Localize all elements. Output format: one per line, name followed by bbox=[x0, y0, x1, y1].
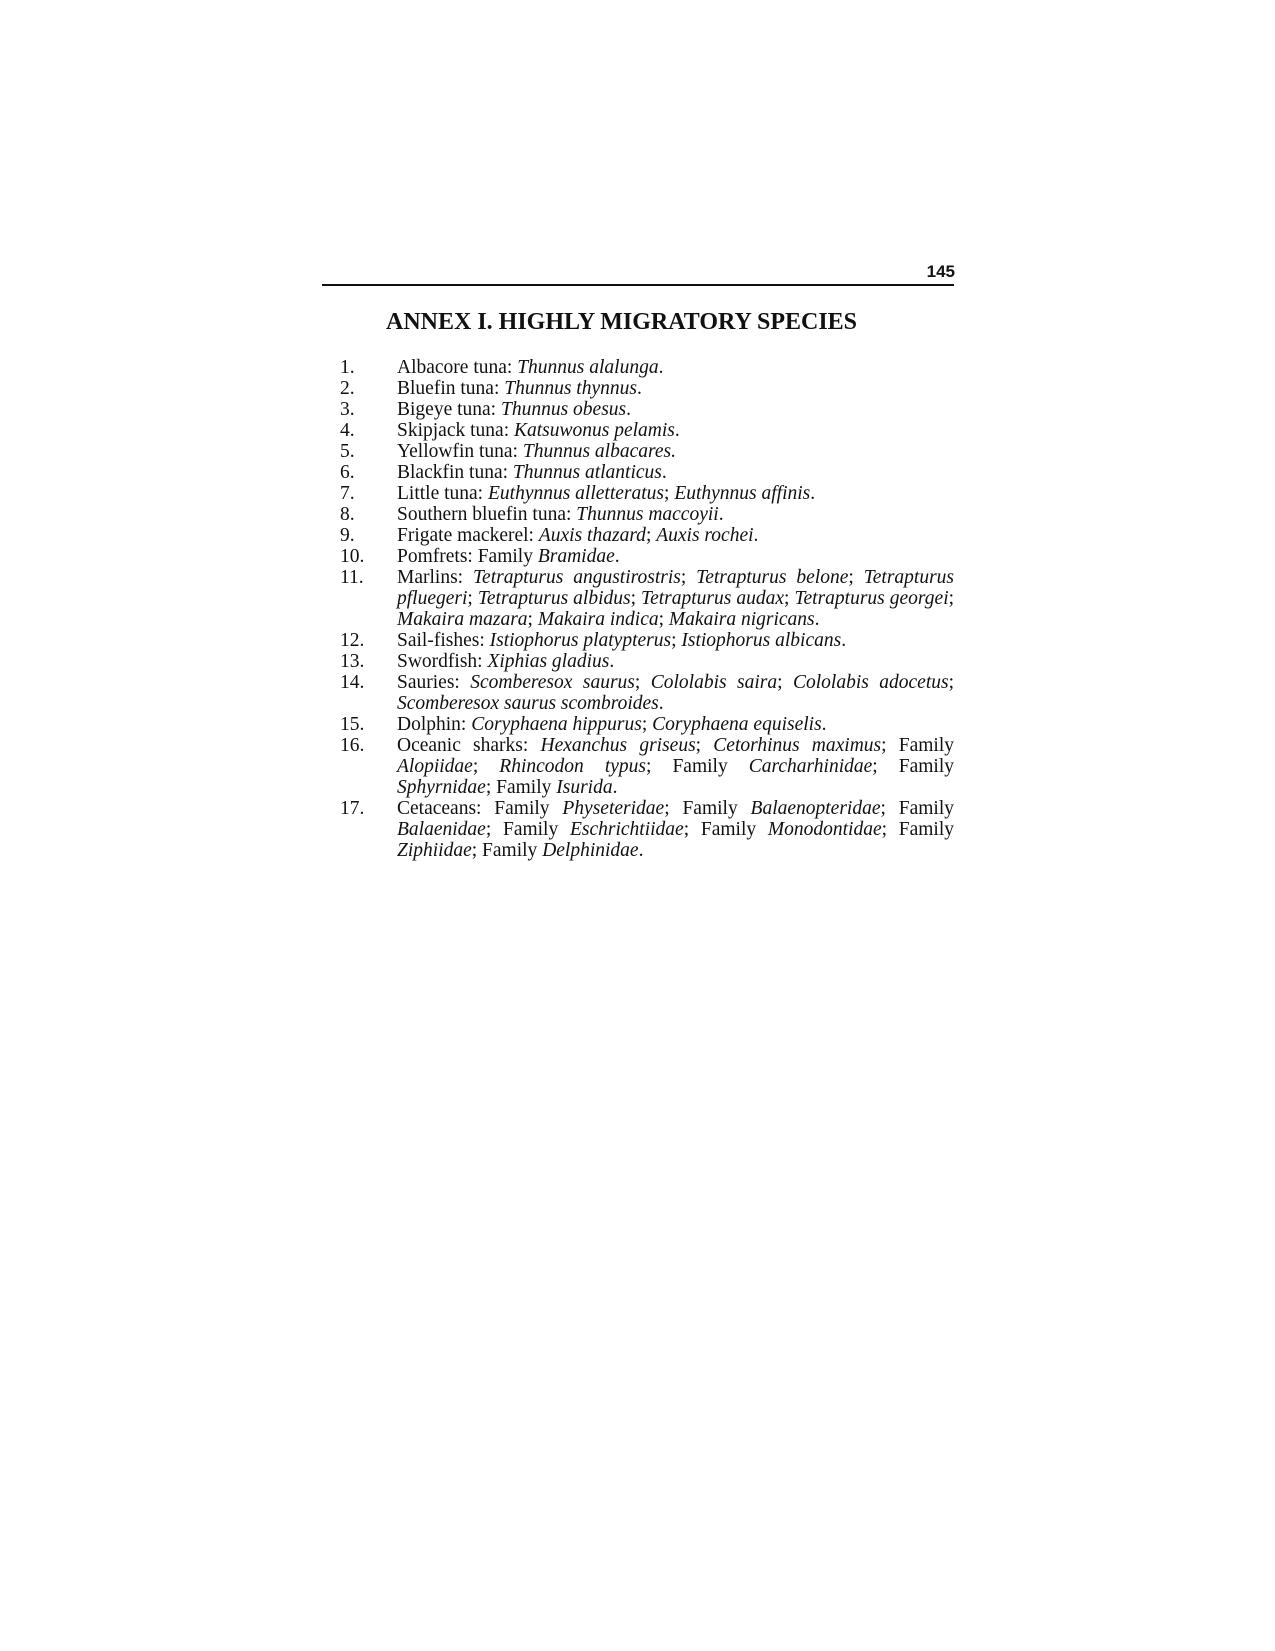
scientific-name: Balaenopteridae bbox=[750, 798, 881, 819]
item-text: Southern bluefin tuna: bbox=[397, 504, 577, 525]
scientific-name: Coryphaena hippurus bbox=[471, 714, 642, 735]
item-text: Little tuna: bbox=[397, 483, 488, 504]
scientific-name: Istiophorus albicans bbox=[681, 630, 842, 651]
scientific-name: Eschrichtiidae bbox=[569, 819, 684, 840]
scientific-name: Makaira indica bbox=[537, 609, 659, 630]
item-text: ; Family bbox=[872, 756, 954, 777]
species-item bbox=[340, 735, 954, 798]
item-text: Sauries: bbox=[397, 672, 471, 693]
scientific-name: Tetrapturus albidus bbox=[477, 588, 631, 609]
scientific-name: Scomberesox saurus bbox=[470, 672, 635, 693]
item-text: . bbox=[674, 420, 680, 441]
scientific-name: Coryphaena equiselis bbox=[652, 714, 822, 735]
item-text: . bbox=[718, 504, 724, 525]
item-text: ; bbox=[948, 672, 955, 693]
item-text: ; bbox=[467, 588, 478, 609]
item-text: . bbox=[658, 693, 664, 714]
scientific-name: Bramidae bbox=[537, 546, 615, 567]
item-text: ; Family bbox=[880, 798, 955, 819]
item-text: . bbox=[638, 840, 644, 861]
species-item bbox=[340, 672, 954, 714]
item-text: Skipjack tuna: bbox=[397, 420, 514, 441]
item-text: ; Family bbox=[881, 735, 954, 756]
item-text: Frigate mackerel: bbox=[397, 525, 539, 546]
scientific-name: Thunnus atlanticus bbox=[512, 462, 662, 483]
item-number: 14. bbox=[340, 672, 365, 693]
item-number: 11. bbox=[340, 567, 364, 588]
species-item bbox=[340, 504, 954, 525]
species-item bbox=[340, 651, 954, 672]
item-text: ; Family bbox=[471, 840, 543, 861]
item-number: 5. bbox=[340, 441, 355, 462]
scientific-name: Cololabis adocetus bbox=[792, 672, 949, 693]
species-item bbox=[340, 567, 954, 630]
scientific-name: Rhincodon typus bbox=[499, 756, 646, 777]
scientific-name: Carcharhinidae bbox=[748, 756, 873, 777]
item-text: . bbox=[626, 399, 632, 420]
item-text: ; Family bbox=[485, 777, 557, 798]
item-text: ; bbox=[680, 567, 697, 588]
scientific-name: Euthynnus alletteratus bbox=[487, 483, 665, 504]
item-number: 16. bbox=[340, 735, 365, 756]
item-text: . bbox=[841, 630, 847, 651]
item-text: ; bbox=[645, 525, 657, 546]
scientific-name: Thunnus maccoyii bbox=[576, 504, 719, 525]
item-text: ; bbox=[784, 588, 795, 609]
species-item bbox=[340, 483, 954, 504]
scientific-name: Cetorhinus maximus bbox=[713, 735, 882, 756]
scientific-name: Physeteridae bbox=[562, 798, 665, 819]
scientific-name: Euthynnus affinis bbox=[674, 483, 811, 504]
item-text: . bbox=[612, 777, 618, 798]
item-number: 17. bbox=[340, 798, 365, 819]
scientific-name: Thunnus albacares. bbox=[522, 441, 676, 462]
item-text: . bbox=[814, 609, 820, 630]
species-item bbox=[340, 714, 954, 735]
item-number: 9. bbox=[340, 525, 355, 546]
item-number: 12. bbox=[340, 630, 365, 651]
scientific-name: Cololabis saira bbox=[650, 672, 778, 693]
species-item bbox=[340, 630, 954, 651]
item-text: ; Family bbox=[485, 819, 570, 840]
scientific-name: Delphinidae bbox=[542, 840, 639, 861]
item-text: . bbox=[661, 462, 667, 483]
species-item bbox=[340, 399, 954, 420]
item-text: Marlins: bbox=[397, 567, 473, 588]
scientific-name: Scomberesox saurus scombroides bbox=[397, 693, 659, 714]
scientific-name: Balaenidae bbox=[397, 819, 486, 840]
item-text: ; Family bbox=[881, 819, 955, 840]
item-text: ; bbox=[641, 714, 653, 735]
item-text: Cetaceans: Family bbox=[397, 798, 563, 819]
item-text: ; bbox=[472, 756, 500, 777]
scientific-name: Auxis rochei bbox=[656, 525, 754, 546]
scientific-name: Monodontidae bbox=[767, 819, 882, 840]
item-text: Bluefin tuna: bbox=[397, 378, 505, 399]
species-item bbox=[340, 546, 954, 567]
item-text: ; bbox=[634, 672, 651, 693]
scientific-name: Xiphias gladius bbox=[487, 651, 610, 672]
item-text: ; bbox=[848, 567, 864, 588]
item-number: 10. bbox=[340, 546, 365, 567]
scientific-name: Auxis thazard bbox=[538, 525, 646, 546]
item-number: 15. bbox=[340, 714, 365, 735]
item-number: 3. bbox=[340, 399, 355, 420]
scientific-name: Makaira mazara bbox=[397, 609, 528, 630]
species-item bbox=[340, 420, 954, 441]
item-text: . bbox=[753, 525, 759, 546]
item-text: ; bbox=[527, 609, 538, 630]
scientific-name: Hexanchus griseus bbox=[540, 735, 696, 756]
item-text: . bbox=[821, 714, 827, 735]
item-text: Yellowfin tuna: bbox=[397, 441, 523, 462]
scientific-name: Tetrapturus angustirostris bbox=[472, 567, 681, 588]
item-text: ; bbox=[671, 630, 682, 651]
item-text: ; Family bbox=[683, 819, 768, 840]
item-text: Sail-fishes: bbox=[397, 630, 490, 651]
item-text: Dolphin: bbox=[397, 714, 472, 735]
item-text: ; Family bbox=[664, 798, 751, 819]
item-text: ; bbox=[948, 588, 955, 609]
scientific-name: Isurida bbox=[556, 777, 613, 798]
species-list bbox=[340, 357, 954, 861]
item-number: 6. bbox=[340, 462, 355, 483]
species-item bbox=[340, 357, 954, 378]
item-text: Bigeye tuna: bbox=[397, 399, 501, 420]
item-number: 8. bbox=[340, 504, 355, 525]
item-text: ; bbox=[658, 609, 669, 630]
item-text: . bbox=[810, 483, 816, 504]
scientific-name: Thunnus thynnus bbox=[504, 378, 637, 399]
item-text: . bbox=[609, 651, 615, 672]
item-number: 4. bbox=[340, 420, 355, 441]
scientific-name: Thunnus alalunga bbox=[517, 357, 659, 378]
scientific-name: Tetrapturus audax bbox=[641, 588, 785, 609]
scientific-name: Makaira nigricans bbox=[668, 609, 815, 630]
scientific-name: Alopiidae bbox=[397, 756, 473, 777]
species-item bbox=[340, 462, 954, 483]
species-item bbox=[340, 525, 954, 546]
item-number: 1. bbox=[340, 357, 355, 378]
scientific-name: Katsuwonus pelamis bbox=[513, 420, 675, 441]
scientific-name: Sphyrnidae bbox=[397, 777, 486, 798]
item-text: . bbox=[658, 357, 664, 378]
scientific-name: Thunnus obesus bbox=[500, 399, 627, 420]
item-text: Oceanic sharks: bbox=[397, 735, 541, 756]
scientific-name: Tetrapturus georgei bbox=[794, 588, 949, 609]
header-rule bbox=[322, 284, 954, 286]
item-text: Blackfin tuna: bbox=[397, 462, 513, 483]
item-text: ; bbox=[777, 672, 793, 693]
item-text: ; bbox=[664, 483, 675, 504]
item-text: . bbox=[636, 378, 642, 399]
item-text: ; bbox=[695, 735, 714, 756]
item-text: Albacore tuna: bbox=[397, 357, 518, 378]
item-text: . bbox=[614, 546, 620, 567]
item-text: ; bbox=[630, 588, 642, 609]
item-number: 7. bbox=[340, 483, 355, 504]
species-item bbox=[340, 441, 954, 462]
scientific-name: Tetrapturus belone bbox=[696, 567, 849, 588]
species-item bbox=[340, 798, 954, 861]
scientific-name: Istiophorus platypterus bbox=[489, 630, 672, 651]
item-text: Swordfish: bbox=[397, 651, 488, 672]
item-number: 13. bbox=[340, 651, 365, 672]
scientific-name: Ziphiidae bbox=[397, 840, 472, 861]
annex-title: ANNEX I. HIGHLY MIGRATORY SPECIES bbox=[386, 309, 858, 335]
page-number: 145 bbox=[926, 262, 955, 281]
species-item bbox=[340, 378, 954, 399]
scientific-name: Tetrapturus pfluegeri bbox=[397, 567, 955, 609]
item-text: Pomfrets: Family bbox=[397, 546, 538, 567]
item-text: ; Family bbox=[646, 756, 749, 777]
item-number: 2. bbox=[340, 378, 355, 399]
